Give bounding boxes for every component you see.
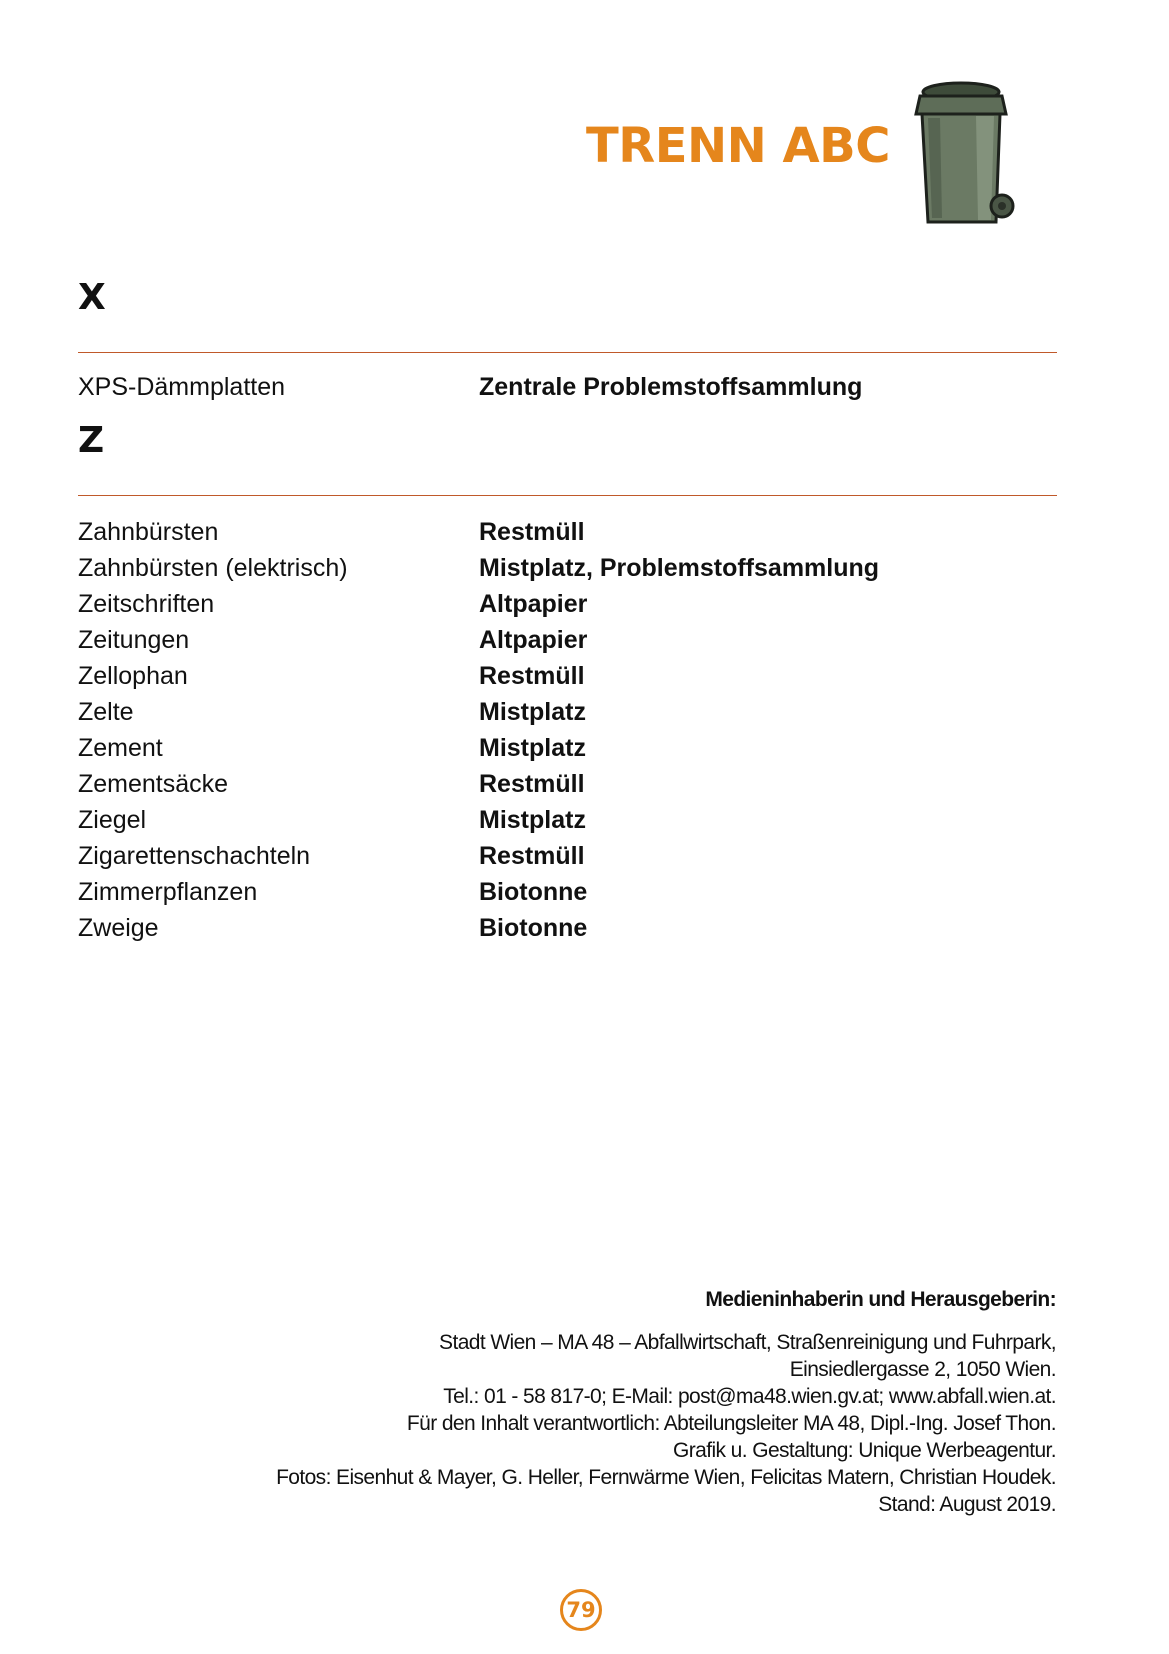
list-item xyxy=(78,802,1058,838)
disposal-destination: Altpapier xyxy=(479,626,588,654)
list-item xyxy=(78,369,1058,405)
waste-item: Zimmerpflanzen xyxy=(78,878,258,906)
disposal-destination: Biotonne xyxy=(479,914,588,942)
list-item xyxy=(78,694,1058,730)
waste-item: Zweige xyxy=(78,914,159,942)
list-item xyxy=(78,514,1058,550)
disposal-destination: Restmüll xyxy=(479,518,585,546)
imprint-line: Fotos: Eisenhut & Mayer, G. Heller, Fernwärme Wien, Felicitas Matern, Christian Houdek. xyxy=(276,1466,1056,1489)
list-item xyxy=(78,730,1058,766)
waste-item: Zahnbürsten xyxy=(78,518,219,546)
waste-item: Zement xyxy=(78,734,163,762)
disposal-destination: Mistplatz, Problemstoffsammlung xyxy=(479,554,880,582)
page-title: TRENN ABC xyxy=(585,118,890,174)
section-letter-z: Z xyxy=(78,420,105,461)
list-item xyxy=(78,658,1058,694)
disposal-destination: Restmüll xyxy=(479,842,585,870)
section-letter-x: X xyxy=(78,277,106,318)
imprint-line: Grafik u. Gestaltung: Unique Werbeagentur. xyxy=(673,1439,1056,1462)
list-item xyxy=(78,838,1058,874)
disposal-destination: Mistplatz xyxy=(479,698,586,726)
list-item xyxy=(78,766,1058,802)
waste-item: Ziegel xyxy=(78,806,147,834)
section-divider xyxy=(78,352,1057,353)
page-number: 79 xyxy=(560,1589,602,1631)
imprint-line: Für den Inhalt verantwortlich: Abteilungsleiter MA 48, Dipl.-Ing. Josef Thon. xyxy=(406,1412,1056,1435)
waste-item: XPS-Dämmplatten xyxy=(78,373,286,401)
waste-item: Zigarettenschachteln xyxy=(78,842,311,870)
disposal-destination: Mistplatz xyxy=(479,806,586,834)
waste-item: Zeitungen xyxy=(78,626,190,654)
section-divider xyxy=(78,495,1057,496)
list-item xyxy=(78,550,1058,586)
imprint-line: Tel.: 01 - 58 817-0; E-Mail: post@ma48.wien.gv.at; www.abfall.wien.at. xyxy=(443,1385,1056,1408)
waste-bin-icon xyxy=(906,74,1016,234)
list-item xyxy=(78,586,1058,622)
disposal-destination: Mistplatz xyxy=(479,734,586,762)
waste-item: Zeitschriften xyxy=(78,590,215,618)
disposal-destination: Zentrale Problemstoffsammlung xyxy=(479,373,863,401)
disposal-destination: Restmüll xyxy=(479,770,585,798)
waste-item: Zementsäcke xyxy=(78,770,229,798)
list-item xyxy=(78,874,1058,910)
waste-item: Zelte xyxy=(78,698,134,726)
imprint-block xyxy=(276,1329,1056,1518)
disposal-destination: Restmüll xyxy=(479,662,585,690)
disposal-destination: Altpapier xyxy=(479,590,588,618)
disposal-destination: Biotonne xyxy=(479,878,588,906)
list-item xyxy=(78,910,1058,946)
imprint-title: Medieninhaberin und Herausgeberin: xyxy=(705,1288,1056,1311)
imprint-line: Stand: August 2019. xyxy=(878,1493,1056,1516)
imprint-line: Stadt Wien – MA 48 – Abfallwirtschaft, Straßenreinigung und Fuhrpark, xyxy=(439,1331,1056,1354)
waste-item: Zellophan xyxy=(78,662,188,690)
waste-item: Zahnbürsten (elektrisch) xyxy=(78,554,348,582)
list-item xyxy=(78,622,1058,658)
imprint-line: Einsiedlergasse 2, 1050 Wien. xyxy=(789,1358,1056,1381)
